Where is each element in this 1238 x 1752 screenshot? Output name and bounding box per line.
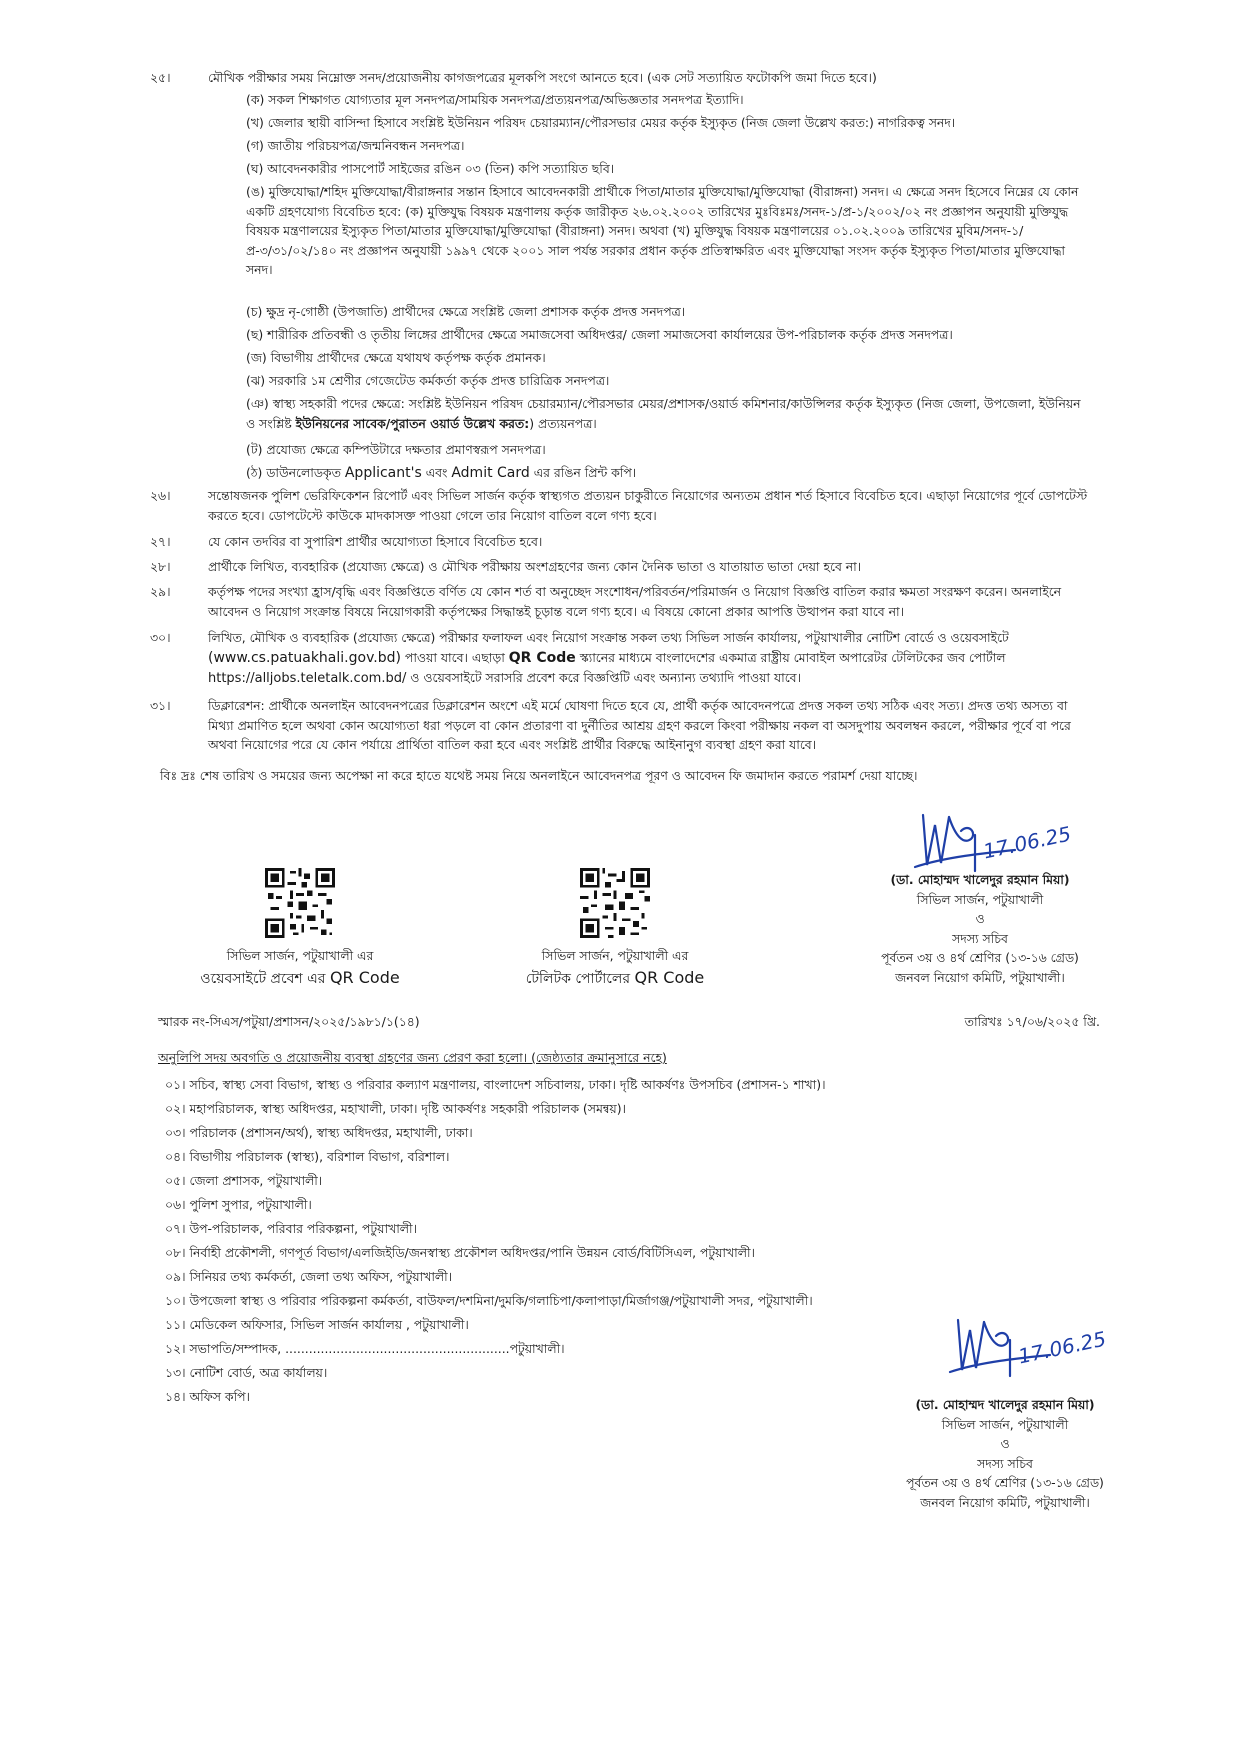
- qr-code-icon: [580, 868, 650, 938]
- list-item: ১১। মেডিকেল অফিসার, সিভিল সার্জন কার্যালয় , পটুয়াখালী।: [165, 1317, 469, 1332]
- signatory-name: (ডা. মোহাম্মদ খালেদুর রহমান মিয়া): [890, 872, 1070, 887]
- signature-handwritten: [940, 1300, 1120, 1390]
- list-item: ১৪। অফিস কপি।: [165, 1389, 250, 1404]
- list-item: ০৪। বিভাগীয় পরিচালক (স্বাস্থ্য), বরিশাল বিভাগ, বরিশাল।: [165, 1149, 450, 1164]
- list-item: ০৭। উপ-পরিচালক, পরিবার পরিকল্পনা, পটুয়াখালী।: [165, 1221, 418, 1236]
- list-item: ০৮। নির্বাহী প্রকৌশলী, গণপূর্ত বিভাগ/এলজিইডি/জনস্বাস্থ্য প্রকৌশল অধিদপ্তর/পানি উন্নয়ন বোর্ড/বিটিসিএল, পটুয়াখালী।: [165, 1245, 755, 1260]
- list-item: ০৯। সিনিয়র তথ্য কর্মকর্তা, জেলা তথ্য অফিস, পটুয়াখালী।: [165, 1269, 453, 1284]
- list-item: ১৩। নোটিশ বোর্ড, অত্র কার্যালয়।: [165, 1365, 328, 1380]
- sub-item-umo: (ঙ) মুক্তিযোদ্ধা/শহিদ মুক্তিযোদ্ধা/বীরাঙ্গনার সন্তান হিসাবে আবেদনকারী প্রার্থীকে পিতা/মাতার মুক্তিযোদ্ধা/মুক্তিযোদ্ধা (বীরাঙ্গনা) সনদ। এ ক্ষেত্রে সনদ হিসেবে নিম্নের যে কোন একটি গ্রহণযোগ্য বিবেচিত হবে: (ক) মুক্তিযুদ্ধ বিষয়ক মন্ত্রণালয় কর্তৃক জারীকৃত ২৬.০২.২০০২ তারিখের মুঃবিঃমঃ/সনদ-১/প্র-১/২০০২/০২ নং প্রজ্ঞাপন অনুযায়ী মুক্তিযুদ্ধ বিষয়ক মন্ত্রণালয়ের ইস্যুকৃত পিতা/মাতার মুক্তিযোদ্ধা/মুক্তিযোদ্ধা (বীরাঙ্গনা) সনদ। অথবা (খ) মুক্তিযুদ্ধ বিষয়ক মন্ত্রণালয়ের ০১.০২.২০০৯ তারিখের মুবিম/সনদ-১/প্র-৩/৩১/০২/১৪০ নং প্রজ্ঞাপন অনুযায়ী ১৯৯৭ থেকে ২০০১ সাল পর্যন্ত সরকার প্রধান কর্তৃক প্রতিস্বাক্ষরিত এবং মুক্তিযোদ্ধা সংসদ কর্তৃক ইস্যুকৃত পিতা/মাতার মুক্তিযোদ্ধা সনদ।: [246, 184, 1079, 277]
- copy-heading: অনুলিপি সদয় অবগতি ও প্রয়োজনীয় ব্যবস্থা গ্রহণের জন্য প্রেরণ করা হলো। (জেষ্ঠ্যতার ক্রমানুসারে নহে): [158, 1050, 667, 1065]
- item-27: ২৭। যে কোন তদবির বা সুপারিশ প্রার্থীর অযোগ্যতা হিসাবে বিবেচিত হবে।: [150, 534, 543, 549]
- list-item: ০১। সচিব, স্বাস্থ্য সেবা বিভাগ, স্বাস্থ্য ও পরিবার কল্যাণ মন্ত্রণালয়, বাংলাদেশ সচিবালয়, ঢাকা। দৃষ্টি আকর্ষণঃ উপসচিব (প্রশাসন-১ শাখা)।: [165, 1077, 826, 1092]
- memo-date: তারিখঃ ১৭/০৬/২০২৫ খ্রি.: [964, 1014, 1100, 1029]
- note: বিঃ দ্রঃ শেষ তারিখ ও সময়ের জন্য অপেক্ষা না করে হাতে যথেষ্ট সময় নিয়ে অনলাইনে আবেদনপত্র পূরণ ও আবেদন ফি জমাদান করতে পরামর্শ দেয়া যাচ্ছে।: [160, 768, 918, 783]
- signatory-title: সিভিল সার্জন, পটুয়াখালী: [916, 891, 1044, 907]
- item-30: ৩০। লিখিত, মৌখিক ও ব্যবহারিক (প্রযোজ্য ক্ষেত্রে) পরীক্ষার ফলাফল এবং নিয়োগ সংক্রান্ত সকল তথ্য সিভিল সার্জন কার্যালয়, পটুয়াখালীর নোটিশ বোর্ডে ও ওয়েবসাইটে (www.cs.patuakhali.gov.bd) পাওয়া যাবে। এছাড়া QR Code স্ক্যানের মাধ্যমে বাংলাদেশের একমাত্র রাষ্ট্রীয় মোবাইল অপারেটর টেলিটকের জব পোর্টাল https://alljobs.teletalk.com.bd/ ও ওয়েবসাইটে সরাসরি প্রবেশ করে বিজ্ঞপ্তিটি এবং অন্যান্য তথ্যাদি পাওয়া যাবে।: [150, 630, 1009, 686]
- item-25: [150, 68, 1090, 90]
- sub-item-chha: (ছ) শারীরিক প্রতিবন্ধী ও তৃতীয় লিঙ্গের প্রার্থীদের ক্ষেত্রে সমাজসেবা অধিদপ্তর/ জেলা সমাজসেবা কার্যালয়ের উপ-পরিচালক কর্তৃক প্রদত্ত সনদপত্র।: [246, 327, 953, 342]
- item-26: ২৬। সন্তোষজনক পুলিশ ভেরিফিকেশন রিপোর্ট এবং সিভিল সার্জন কর্তৃক স্বাস্থ্যগত প্রত্যয়ন চাকুরীতে নিয়োগের অন্যতম প্রধান শর্ত হিসাবে বিবেচিত হবে। এছাড়া নিয়োগের পূর্বে ডোপটেস্ট করতে হবে। ডোপটেস্টে কাউকে মাদকাসক্ত পাওয়া গেলে তার নিয়োগ বাতিল বলে গণ্য হবে।: [150, 488, 1088, 523]
- list-item: ০৩। পরিচালক (প্রশাসন/অর্থ), স্বাস্থ্য অধিদপ্তর, মহাখালী, ঢাকা।: [165, 1125, 473, 1140]
- sub-item-ja: (জ) বিভাগীয় প্রার্থীদের ক্ষেত্রে যথাযথ কর্তৃপক্ষ কর্তৃক প্রমানক।: [246, 350, 546, 365]
- sub-item-tha: (ঠ) ডাউনলোডকৃত Applicant's এবং Admit Card এর রঙিন প্রিন্ট কপি।: [246, 465, 637, 481]
- sub-item-ta: (ট) প্রযোজ্য ক্ষেত্রে কম্পিউটারে দক্ষতার প্রমাণস্বরূপ সনদপত্র।: [246, 442, 546, 457]
- qr-right-caption-2: টেলিটক পোর্টালের QR Code: [525, 968, 705, 987]
- qr-right-caption-1: সিভিল সার্জন, পটুয়াখালী এর: [541, 948, 689, 963]
- item-number: ২৫।: [150, 70, 171, 85]
- teletalk-link[interactable]: https://alljobs.teletalk.com.bd/: [208, 671, 407, 686]
- signatory-block: (ডা. মোহাম্মদ খালেদুর রহমান মিয়া) সিভিল সার্জন, পটুয়াখালী ও সদস্য সচিব পূর্বতন ৩য় ও ৪র্থ শ্রেণির (১৩-১৬ গ্রেড) জনবল নিয়োগ কমিটি, পটুয়াখালী।: [830, 870, 1130, 987]
- sub-item-ga: (গ) জাতীয় পরিচয়পত্র/জন্মনিবন্ধন সনদপত্র।: [246, 138, 465, 153]
- item-29: ২৯। কর্তৃপক্ষ পদের সংখ্যা হ্রাস/বৃদ্ধি এবং বিজ্ঞপ্তিতে বর্ণিত যে কোন শর্ত বা অনুচ্ছেদ সংশোধন/পরিবর্তন/পরিমার্জন ও নিয়োগ বিজ্ঞপ্তি বাতিল করার ক্ষমতা সংরক্ষণ করেন। অনলাইনে আবেদন ও নিয়োগ সংক্রান্ত বিষয়ে নিয়োগকারী কর্তৃপক্ষের সিদ্ধান্তই চূড়ান্ত বলে গণ্য হবে। এ বিষয়ে কোনো প্রকার আপত্তি উত্থাপন করা যাবে না।: [150, 584, 1062, 619]
- sub-item-kha: (খ) জেলার স্থায়ী বাসিন্দা হিসাবে সংশ্লিষ্ট ইউনিয়ন পরিষদ চেয়ারম্যান/পৌরসভার মেয়র কর্তৃক ইস্যুকৃত (নিজ জেলা উল্লেখ করত:) নাগরিকত্ব সনদ।: [246, 115, 956, 130]
- signatory-block-2: (ডা. মোহাম্মদ খালেদুর রহমান মিয়া) সিভিল সার্জন, পটুয়াখালী ও সদস্য সচিব পূর্বতন ৩য় ও ৪র্থ শ্রেণির (১৩-১৬ গ্রেড) জনবল নিয়োগ কমিটি, পটুয়াখালী।: [906, 1397, 1104, 1510]
- qr-left-caption-1: সিভিল সার্জন, পটুয়াখালী এর: [226, 948, 374, 963]
- item-28: ২৮। প্রার্থীকে লিখিত, ব্যবহারিক (প্রযোজ্য ক্ষেত্রে) ও মৌখিক পরীক্ষায় অংশগ্রহণের জন্য কোন দৈনিক ভাতা ও যাতায়াত ভাতা দেয়া হবে না।: [150, 559, 862, 574]
- list-item: ০২। মহাপরিচালক, স্বাস্থ্য অধিদপ্তর, মহাখালী, ঢাকা। দৃষ্টি আকর্ষণঃ সহকারী পরিচালক (সমন্বয়)।: [165, 1101, 626, 1116]
- website-link[interactable]: (www.cs.patuakhali.gov.bd): [208, 649, 401, 666]
- list-item: ০৫। জেলা প্রশাসক, পটুয়াখালী।: [165, 1173, 323, 1188]
- sub-item-ka: (ক) সকল শিক্ষাগত যোগ্যতার মূল সনদপত্র/সাময়িক সনদপত্র/প্রত্যয়নপত্র/অভিজ্ঞতার সনদপত্র ইত্যাদি।: [246, 92, 744, 107]
- signature-icon: [940, 1300, 1120, 1390]
- qr-left-caption-2: ওয়েবসাইটে প্রবেশ এর QR Code: [200, 968, 400, 987]
- item-31: ৩১। ডিক্লারেশন: প্রার্থীকে অনলাইন আবেদনপত্রের ডিক্লারেশন অংশে এই মর্মে ঘোষণা দিতে হবে যে, প্রার্থী কর্তৃক আবেদনপত্রে প্রদত্ত সকল তথ্য সঠিক এবং সত্য। প্রদত্ত তথ্য অসত্য বা মিথ্যা প্রমাণিত হলে অথবা কোন অযোগ্যতা ধরা পড়লে বা কোন প্রতারণা বা দুর্নীতির আশ্রয় গ্রহণ করলে কিংবা পরীক্ষায় নকল বা অসদুপায় অবলম্বন করলে, পরীক্ষার পূর্বে বা পরে অথবা নিয়োগের পরে যে কোন পর্যায়ে প্রার্থিতা বাতিল করা হবে এবং সংশ্লিষ্ট প্রার্থীর বিরুদ্ধে আইনানুগ ব্যবস্থা গ্রহণ করা যাবে।: [150, 698, 1071, 752]
- list-item: ০৬। পুলিশ সুপার, পটুয়াখালী।: [165, 1197, 312, 1212]
- item-text: মৌখিক পরীক্ষার সময় নিম্নোক্ত সনদ/প্রয়োজনীয় কাগজপত্রের মূলকপি সংগে আনতে হবে। (এক সেট সত্যায়িত ফটোকপি জমা দিতে হবে।): [208, 70, 877, 85]
- sub-item-jha: (ঝ) সরকারি ১ম শ্রেণীর গেজেটেড কর্মকর্তা কর্তৃক প্রদত্ত চারিত্রিক সনদপত্র।: [246, 373, 610, 388]
- qr-code-website[interactable]: [265, 868, 335, 938]
- svg-text:17.06.25: 17.06.25: [1016, 1326, 1109, 1369]
- list-item: ১২। সভাপতি/সম্পাদক, .........................................................পটুয়াখালী।: [165, 1341, 565, 1356]
- sub-item-gha: (ঘ) আবেদনকারীর পাসপোর্ট সাইজের রঙিন ০৩ (তিন) কপি সত্যায়িত ছবি।: [246, 161, 615, 176]
- svg-text:17.06.25: 17.06.25: [981, 821, 1074, 864]
- signatory-role: সদস্য সচিব: [952, 930, 1008, 946]
- qr-code-icon: [265, 868, 335, 938]
- qr-code-teletalk[interactable]: [580, 868, 650, 938]
- sub-item-cha: (চ) ক্ষুদ্র নৃ-গোষ্ঠী (উপজাতি) প্রার্থীদের ক্ষেত্রে সংশ্লিষ্ট জেলা প্রশাসক কর্তৃক প্রদত্ত সনদপত্র।: [246, 304, 686, 319]
- sub-item-nya: (ঞ) স্বাস্থ্য সহকারী পদের ক্ষেত্রে: সংশ্লিষ্ট ইউনিয়ন পরিষদ চেয়ারম্যান/পৌরসভার মেয়র/প্রশাসক/ওয়ার্ড কমিশনার/কাউন্সিলর কর্তৃক ইস্যুকৃত (নিজ জেলা, উপজেলা, ইউনিয়ন ও সংশ্লিষ্ট ইউনিয়নের সাবেক/পুরাতন ওয়ার্ড উল্লেখ করত:) প্রত্যয়নপত্র।: [246, 396, 1081, 431]
- list-item: ১০। উপজেলা স্বাস্থ্য ও পরিবার পরিকল্পনা কর্মকর্তা, বাউফল/দশমিনা/দুমকি/গলাচিপা/কলাপাড়া/মির্জাগঞ্জ/পটুয়াখালী সদর, পটুয়াখালী।: [165, 1293, 813, 1308]
- memo-number: স্মারক নং-সিএস/পটুয়া/প্রশাসন/২০২৫/১৯৮১/১(১৪): [158, 1014, 420, 1029]
